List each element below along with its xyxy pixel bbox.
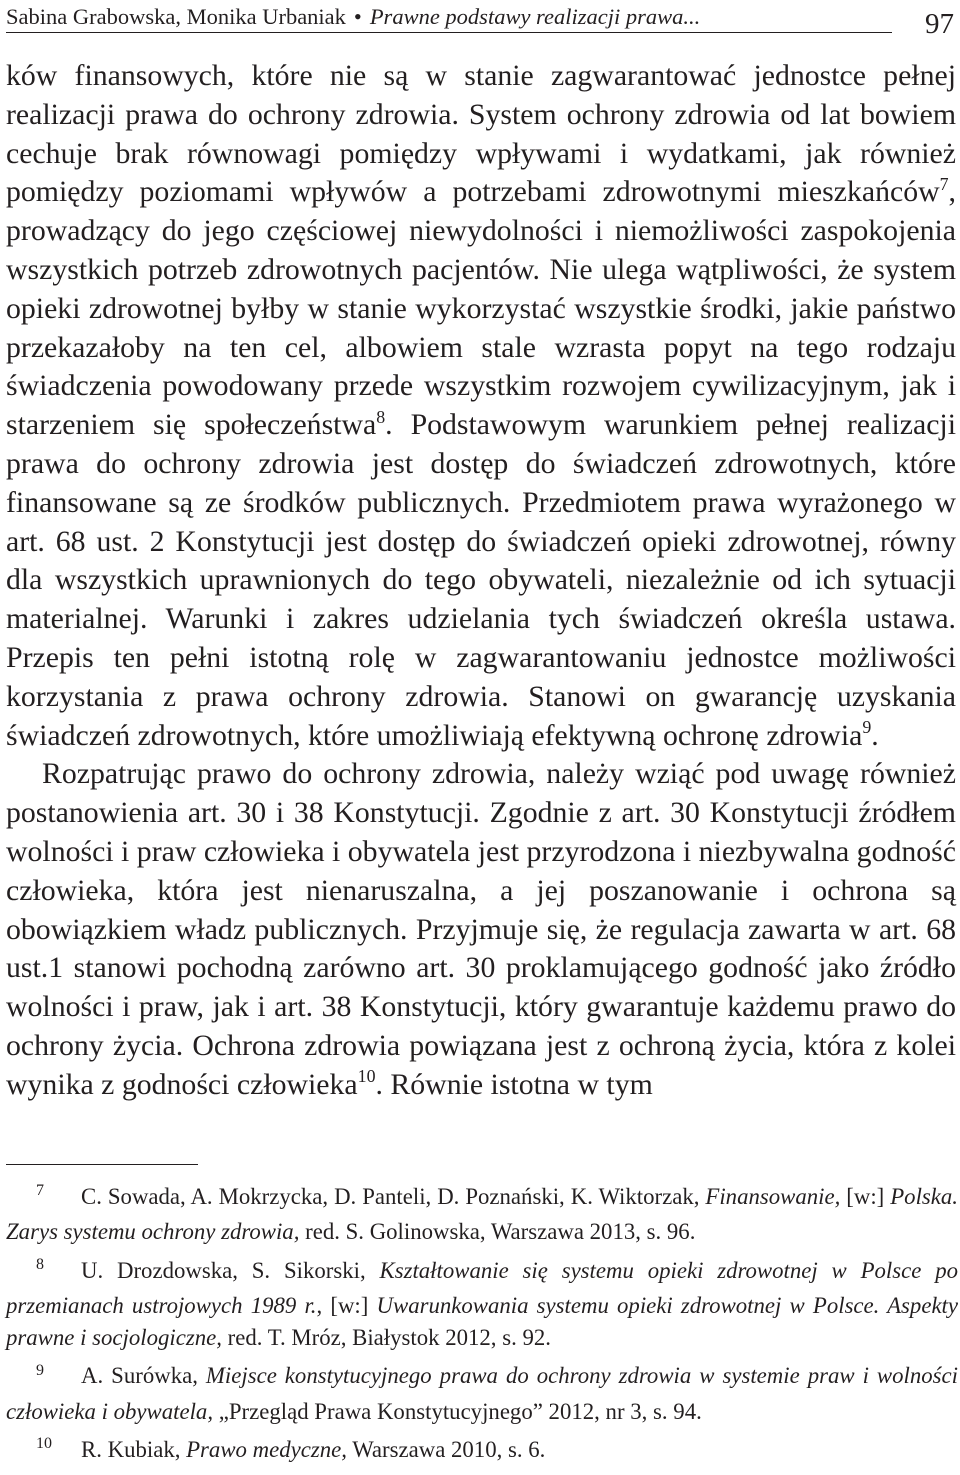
footnote-ref-10: 10	[357, 1066, 376, 1087]
footnote-title: Uwarunkowania systemu opieki zdrowotnej w Polsce. Aspekty prawne i socjologiczne,	[6, 1292, 959, 1351]
paragraph-2-text-a: Rozpatrując prawo do ochrony zdrowia, należy wziąć pod uwagę również postanowienia art. 30 i 38 Konstytucji. Zgodnie z art. 30 Konstytucji źródłem wolności i praw człowieka i obywatela jest przyrodzona i niezbywalna godność człowieka, która jest nienaruszalna, a jej poszanowanie i ochrona są obowiązkiem władz publicznych. Przyjmuje się, że regulacja zawarta w art. 68 ust.1 stanowi pochodną zarówno art. 30 proklamującego godność jako źródło wolności i praw, jak i art. 38 Konstytucji, który gwarantuje każdemu prawo do ochrony życia. Ochrona zdrowia powiązana jest z ochroną życia, która z kolei wynika z godności człowieka	[6, 757, 956, 1101]
footnote-7	[6, 1181, 958, 1249]
paragraph-2	[6, 755, 956, 1104]
footnote-title: Finansowanie,	[705, 1184, 841, 1209]
paragraph-1-text-b: , prowadzący do jego częściowej niewydolności i niemożliwości zaspokojenia wszystkich potrzeb zdrowotnych pacjentów. Nie ulega wątpliwości, że system opieki zdrowotnej byłby w stanie wykorzystać wszystkie środki, jakie państwo przekazałoby na ten cel, albowiem stale wzrasta popyt na tego rodzaju świadczenia powodowany przede wszystkim rozwojem cywilizacyjnym, jak i starzeniem się społeczeństwa	[6, 175, 956, 442]
paragraph-2-text-b: . Równie istotna w tym	[375, 1067, 653, 1101]
footnote-ref-9: 9	[862, 716, 872, 737]
footnote-text: red. T. Mróz, Białystok 2012, s. 92.	[221, 1325, 551, 1351]
footnote-text: , [w:]	[316, 1292, 377, 1318]
footnotes	[6, 1181, 958, 1475]
footnote-title: Miejsce konstytucyjnego prawa do ochrony zdrowia w systemie praw i wolności człowieka i obywatela,	[6, 1363, 958, 1424]
footnote-text: red. S. Golinowska, Warszawa 2013, s. 96.	[299, 1219, 696, 1245]
footnote-9	[6, 1360, 958, 1428]
footnote-text: [w:]	[840, 1184, 891, 1209]
footnote-title: Kształtowanie się systemu opieki zdrowotnej w Polsce po przemianach ustrojowych 1989 r.	[6, 1257, 958, 1318]
footnote-text: C. Sowada, A. Mokrzycka, D. Panteli, D. Poznański, K. Wiktorzak,	[81, 1184, 706, 1209]
footnote-number: 8	[36, 1255, 44, 1273]
footnote-text: R. Kubiak,	[81, 1437, 187, 1463]
footnote-separator	[6, 1164, 198, 1165]
footnote-10	[6, 1434, 958, 1469]
header-short-title: Prawne podstawy realizacji prawa...	[369, 4, 701, 29]
header-rule	[6, 32, 892, 33]
footnote-title: Polska. Zarys systemu ochrony zdrowia,	[6, 1184, 958, 1245]
paragraph-1-text-d: .	[871, 718, 879, 752]
footnote-number: 10	[36, 1435, 52, 1453]
footnote-text: A. Surówka,	[81, 1363, 206, 1389]
footnote-ref-8: 8	[376, 406, 386, 427]
paragraph-1	[6, 57, 956, 755]
header-authors: Sabina Grabowska, Monika Urbaniak	[6, 4, 346, 29]
paragraph-1-text-c: . Podstawowym warunkiem pełnej realizacji prawa do ochrony zdrowia jest dostęp do świadczeń zdrowotnych, które finansowane są ze środków publicznych. Przedmiotem prawa wyrażonego w art. 68 ust. 2 Konstytucji jest dostęp do świadczeń opieki zdrowotnej, równy dla wszystkich uprawnionych do tego obywateli, niezależnie od ich sytuacji materialnej. Warunki i zakres udzielania tych świadczeń określa ustawa. Przepis ten pełni istotną rolę w zagwarantowaniu jednostce możliwości korzystania z prawa ochrony zdrowia. Stanowi on gwarancję uzyskania świadczeń zdrowotnych, które umożliwiają efektywną ochronę zdrowia	[6, 408, 956, 752]
footnote-text: „Przegląd Prawa Konstytucyjnego” 2012, nr 3, s. 94.	[213, 1398, 702, 1424]
main-text	[6, 57, 956, 1105]
footnote-ref-7: 7	[939, 173, 949, 194]
footnote-text: Warszawa 2010, s. 6.	[346, 1437, 546, 1463]
footnote-number: 9	[36, 1361, 44, 1379]
running-header	[6, 2, 954, 38]
footnote-8	[6, 1255, 958, 1355]
page-number: 97	[925, 8, 954, 40]
header-separator-bullet: •	[353, 4, 362, 29]
footnote-text: U. Drozdowska, S. Sikorski,	[81, 1257, 380, 1283]
header-text	[6, 4, 700, 30]
footnote-title: Prawo medyczne,	[186, 1437, 347, 1463]
paragraph-1-text-a: ków finansowych, które nie są w stanie zagwarantować jednostce pełnej realizacji prawa do ochrony zdrowia. System ochrony zdrowia od lat bowiem cechuje brak równowagi pomiędzy wpływami i wydatkami, jak również pomiędzy poziomami wpływów a potrzebami zdrowotnymi mieszkańców	[6, 59, 956, 209]
footnote-number: 7	[36, 1182, 44, 1200]
